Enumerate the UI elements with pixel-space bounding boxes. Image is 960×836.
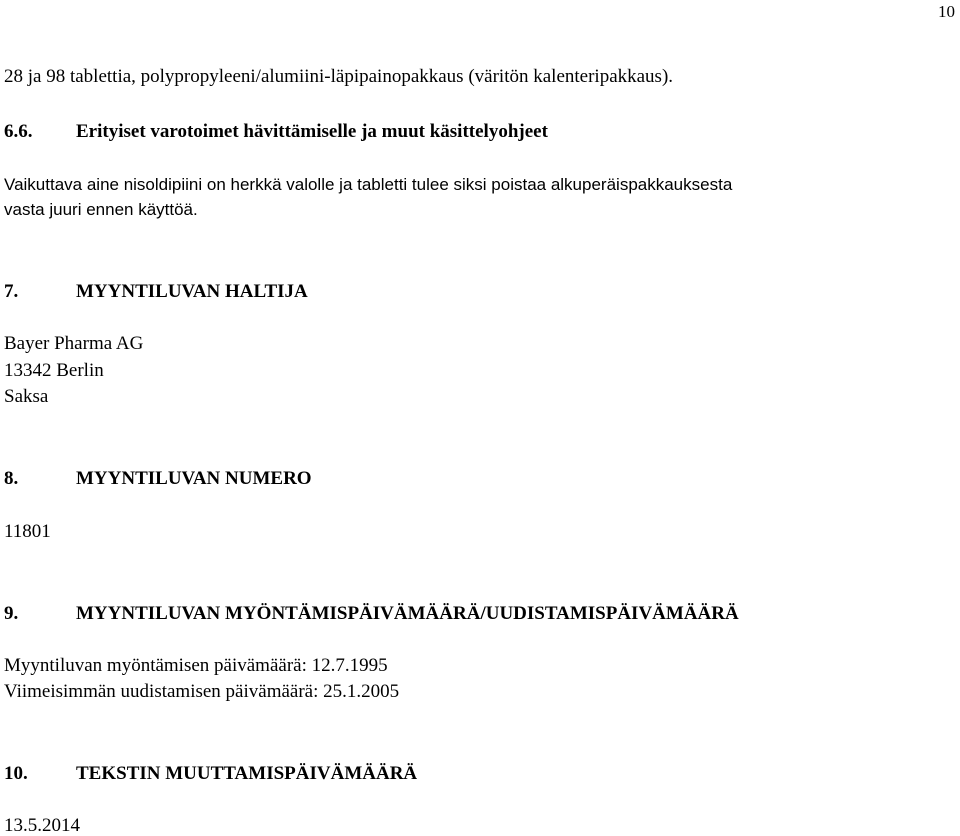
section-heading: MYYNTILUVAN HALTIJA <box>76 281 308 302</box>
revision-date: 13.5.2014 <box>4 815 80 836</box>
packaging-description: 28 ja 98 tablettia, polypropyleeni/alumiini-läpipainopakkaus (väritön kalenteripakkaus). <box>4 66 674 87</box>
section-heading: MYYNTILUVAN NUMERO <box>76 468 312 489</box>
section-number: 10. <box>4 763 28 784</box>
section-number: 9. <box>4 603 19 624</box>
section-heading: Erityiset varotoimet hävittämiselle ja muut käsittelyohjeet <box>76 121 548 142</box>
page-number: 10 <box>938 2 955 21</box>
holder-city: 13342 Berlin <box>4 360 104 381</box>
holder-name: Bayer Pharma AG <box>4 333 144 354</box>
renewal-date: Viimeisimmän uudistamisen päivämäärä: 25.1.2005 <box>4 681 400 702</box>
section-body-line: Vaikuttava aine nisoldipiini on herkkä valolle ja tabletti tulee siksi poistaa alkuperäispakkauksesta <box>4 175 733 194</box>
section-body-line: vasta juuri ennen käyttöä. <box>4 200 198 219</box>
section-heading: TEKSTIN MUUTTAMISPÄIVÄMÄÄRÄ <box>76 763 418 784</box>
holder-country: Saksa <box>4 386 49 407</box>
authorisation-number: 11801 <box>4 521 51 542</box>
section-number: 7. <box>4 281 19 302</box>
section-number: 6.6. <box>4 121 33 142</box>
first-authorisation-date: Myyntiluvan myöntämisen päivämäärä: 12.7.1995 <box>4 655 388 676</box>
section-heading: MYYNTILUVAN MYÖNTÄMISPÄIVÄMÄÄRÄ/UUDISTAMISPÄIVÄMÄÄRÄ <box>76 603 739 624</box>
section-number: 8. <box>4 468 19 489</box>
